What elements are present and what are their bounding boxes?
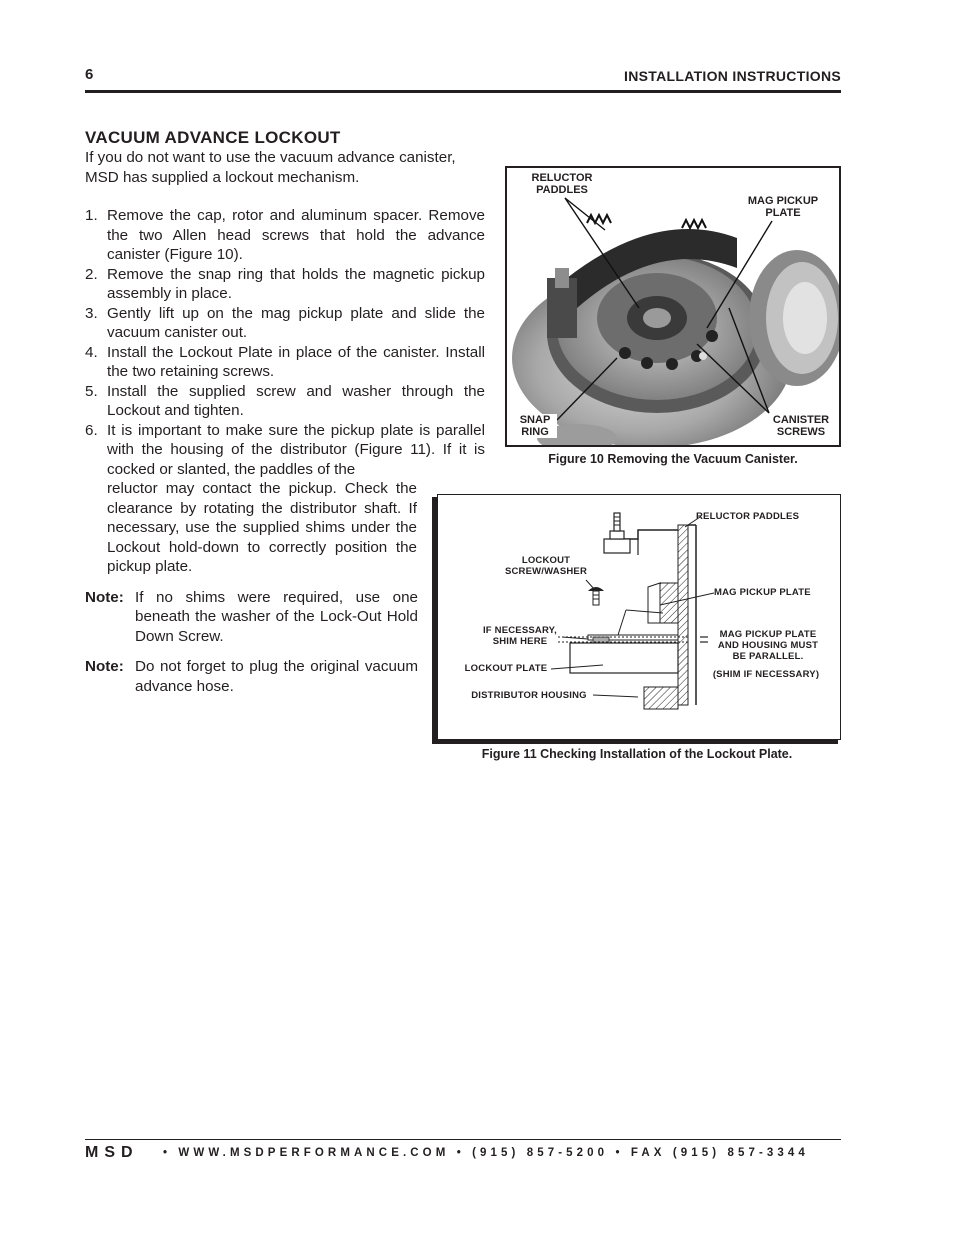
label-reluctor-paddles: RELUCTOR PADDLES xyxy=(696,511,800,522)
step-item: 6. It is important to make sure the pickup plate is parallel with the housing of the distributor (Figure 11). If it is cocked or slanted, the paddles of the xyxy=(85,421,485,478)
figure-10-caption: Figure 10 Removing the Vacuum Canister. xyxy=(548,452,798,466)
step-item: 1. Remove the cap, rotor and aluminum spacer. Remove the two Allen head screws that hold the advance canister (Figure 10). xyxy=(85,207,485,263)
intro-paragraph: If you do not want to use the vacuum advance canister, MSD has supplied a lockout mechanism. xyxy=(85,149,456,186)
lockout-plate-diagram xyxy=(438,495,840,739)
figure-10-photo xyxy=(505,166,841,447)
step-item: 2. Remove the snap ring that holds the magnetic pickup assembly in place. xyxy=(85,265,485,302)
label-mag-pickup-plate: MAG PICKUP PLATE xyxy=(747,195,819,219)
label-canister-screws: CANISTER SCREWS xyxy=(763,414,839,438)
label-distributor-housing: DISTRIBUTOR HOUSING xyxy=(471,690,587,701)
note-shims: Note: If no shims were required, use one beneath the washer of the Lock-Out Hold Down Screw. xyxy=(85,588,418,645)
instructions-column xyxy=(85,128,485,696)
step-item: 5. Install the supplied screw and washer through the Lockout and tighten. xyxy=(85,382,485,419)
footer-contact: • WWW.MSDPERFORMANCE.COM • (915) 857-5200 • FAX (915) 857-3344 xyxy=(163,1147,809,1159)
page-footer xyxy=(85,1144,845,1164)
page-header xyxy=(85,66,841,88)
figure-11-diagram xyxy=(437,494,841,740)
header-title: INSTALLATION INSTRUCTIONS xyxy=(624,68,841,84)
label-snap-ring: SNAP RING xyxy=(513,414,557,438)
label-shim-here: IF NECESSARY, SHIM HERE xyxy=(482,625,558,647)
label-shim-if-necessary: (SHIM IF NECESSARY) xyxy=(712,669,820,680)
label-parallel: MAG PICKUP PLATE AND HOUSING MUST BE PARALLEL. xyxy=(717,629,819,662)
footer-brand: MSD xyxy=(85,1144,139,1161)
header-rule xyxy=(85,90,841,93)
step-item: 3. Gently lift up on the mag pickup plate and slide the vacuum canister out. xyxy=(85,304,485,341)
step-item: 4. Install the Lockout Plate in place of the canister. Install the two retaining screws. xyxy=(85,343,485,380)
page-number: 6 xyxy=(85,66,94,83)
label-reluctor-paddles: RELUCTOR PADDLES xyxy=(531,172,593,196)
step-item-continued: reluctor may contact the pickup. Check the clearance by rotating the distributor shaft. If necessary, use the supplied shims under the Lockout hold-down to correctly position the pickup plate. xyxy=(107,480,417,575)
label-lockout-plate: LOCKOUT PLATE xyxy=(464,663,548,674)
section-heading: VACUUM ADVANCE LOCKOUT xyxy=(85,128,341,147)
label-lockout-screw-washer: LOCKOUT SCREW/WASHER xyxy=(504,555,588,577)
note-vacuum-hose: Note: Do not forget to plug the original vacuum advance hose. xyxy=(85,658,418,695)
steps-list xyxy=(85,206,485,577)
label-mag-pickup-plate: MAG PICKUP PLATE xyxy=(714,587,811,598)
footer-rule xyxy=(85,1139,841,1140)
figure-11-caption: Figure 11 Checking Installation of the Lockout Plate. xyxy=(481,747,793,761)
